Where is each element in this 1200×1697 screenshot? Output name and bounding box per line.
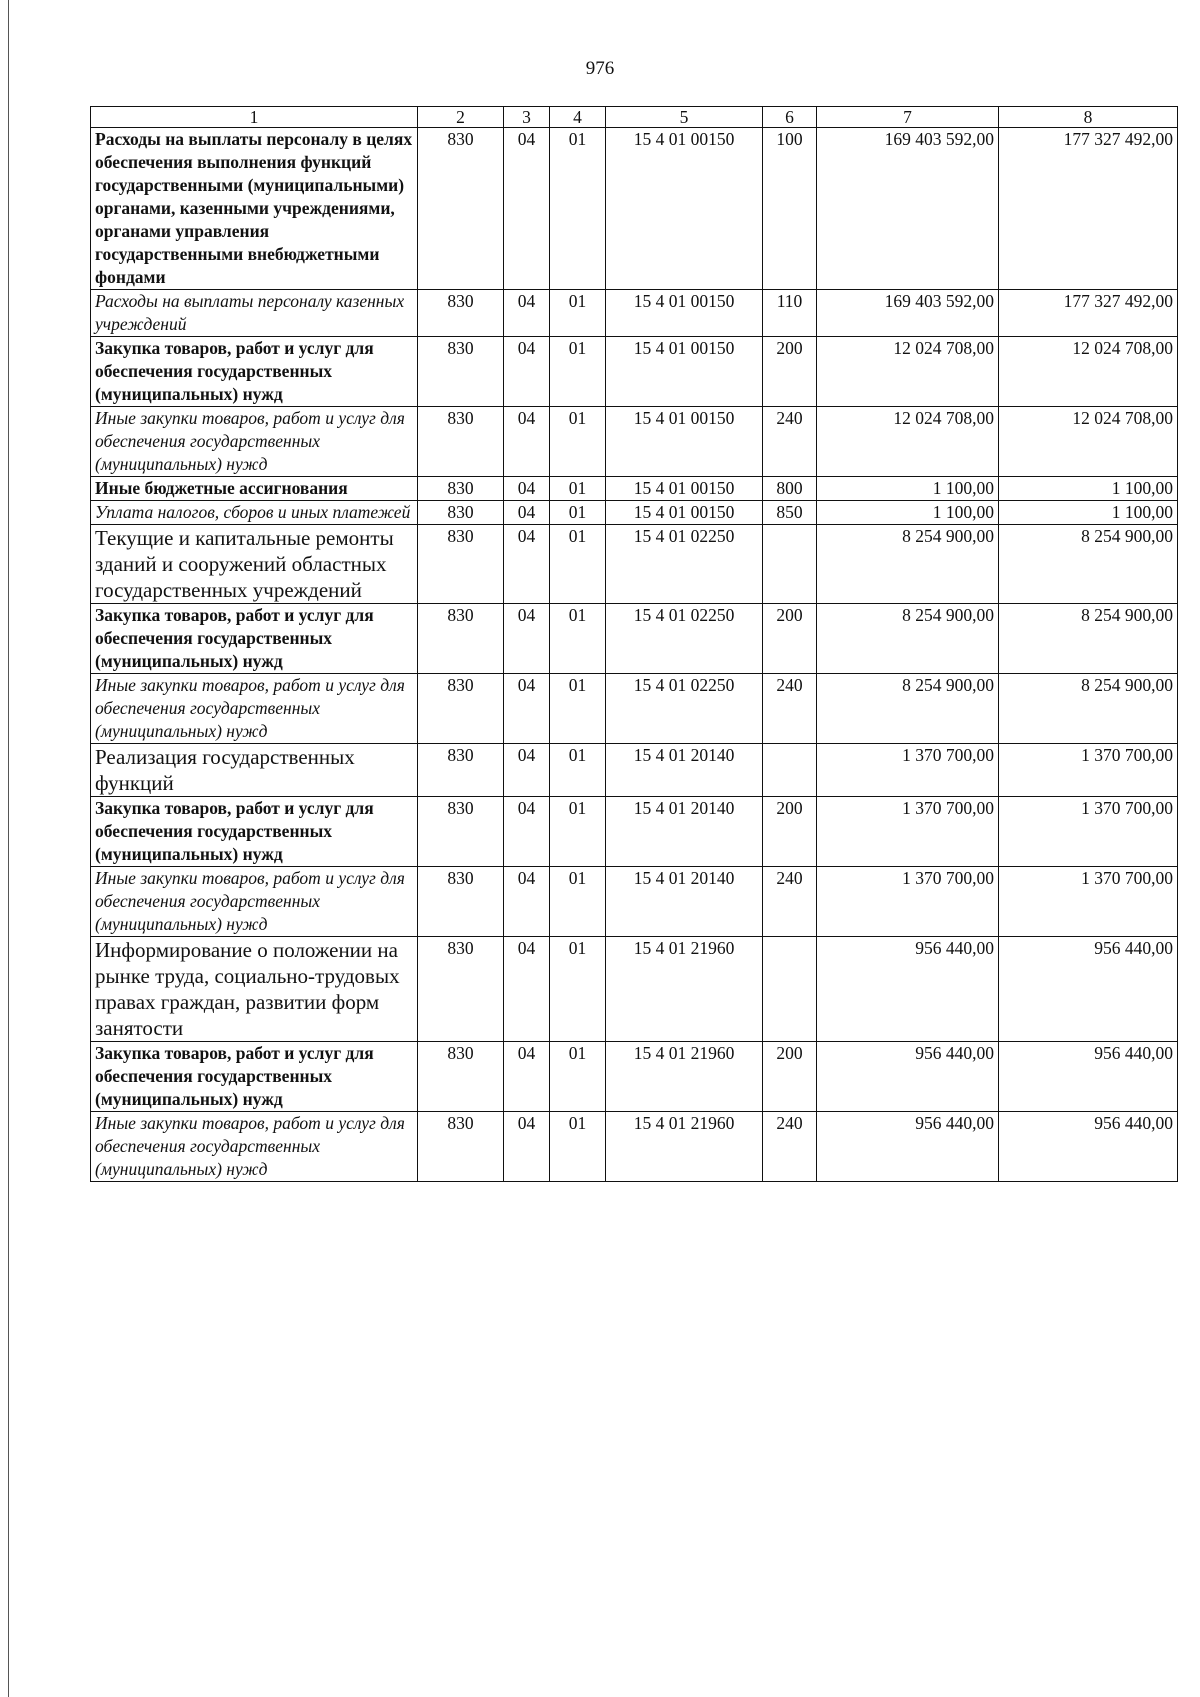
row-name: Текущие и капитальные ремонты зданий и сооружений областных государственных учреждений xyxy=(91,525,418,604)
target-article-code: 15 4 01 21960 xyxy=(606,1112,763,1182)
subsection-code: 01 xyxy=(550,337,606,407)
row-name: Иные закупки товаров, работ и услуг для обеспечения государственных (муниципальных) нужд xyxy=(91,674,418,744)
table-row xyxy=(91,525,1178,604)
section-code: 04 xyxy=(504,337,550,407)
amount-col8: 177 327 492,00 xyxy=(999,128,1178,290)
amount-col8: 12 024 708,00 xyxy=(999,337,1178,407)
row-name: Закупка товаров, работ и услуг для обеспечения государственных (муниципальных) нужд xyxy=(91,337,418,407)
column-number-header-row xyxy=(91,107,1178,128)
amount-col8: 1 370 700,00 xyxy=(999,744,1178,797)
target-article-code: 15 4 01 02250 xyxy=(606,674,763,744)
amount-col7: 12 024 708,00 xyxy=(817,337,999,407)
column-header: 3 xyxy=(504,107,550,128)
amount-col7: 956 440,00 xyxy=(817,937,999,1042)
amount-col7: 12 024 708,00 xyxy=(817,407,999,477)
target-article-code: 15 4 01 02250 xyxy=(606,604,763,674)
subsection-code: 01 xyxy=(550,1112,606,1182)
table-row xyxy=(91,744,1178,797)
column-header: 6 xyxy=(763,107,817,128)
target-article-code: 15 4 01 00150 xyxy=(606,128,763,290)
column-header: 8 xyxy=(999,107,1178,128)
target-article-code: 15 4 01 00150 xyxy=(606,477,763,501)
amount-col8: 956 440,00 xyxy=(999,937,1178,1042)
section-code: 04 xyxy=(504,867,550,937)
target-article-code: 15 4 01 20140 xyxy=(606,797,763,867)
amount-col8: 8 254 900,00 xyxy=(999,674,1178,744)
amount-col7: 1 100,00 xyxy=(817,501,999,525)
amount-col8: 956 440,00 xyxy=(999,1042,1178,1112)
amount-col8: 1 370 700,00 xyxy=(999,867,1178,937)
expense-type-code: 200 xyxy=(763,604,817,674)
expense-type-code: 240 xyxy=(763,1112,817,1182)
subsection-code: 01 xyxy=(550,407,606,477)
column-header: 5 xyxy=(606,107,763,128)
subsection-code: 01 xyxy=(550,674,606,744)
amount-col8: 1 100,00 xyxy=(999,477,1178,501)
dept-code: 830 xyxy=(418,797,504,867)
dept-code: 830 xyxy=(418,337,504,407)
subsection-code: 01 xyxy=(550,797,606,867)
target-article-code: 15 4 01 00150 xyxy=(606,407,763,477)
expense-type-code xyxy=(763,937,817,1042)
expense-type-code xyxy=(763,525,817,604)
column-header: 4 xyxy=(550,107,606,128)
table-row xyxy=(91,604,1178,674)
table-row xyxy=(91,1042,1178,1112)
section-code: 04 xyxy=(504,1112,550,1182)
table-row xyxy=(91,128,1178,290)
page-left-edge-line xyxy=(8,0,9,1697)
expense-type-code xyxy=(763,744,817,797)
budget-table xyxy=(90,106,1178,1182)
row-name: Иные закупки товаров, работ и услуг для обеспечения государственных (муниципальных) нужд xyxy=(91,407,418,477)
expense-type-code: 200 xyxy=(763,337,817,407)
amount-col8: 12 024 708,00 xyxy=(999,407,1178,477)
expense-type-code: 850 xyxy=(763,501,817,525)
row-name: Уплата налогов, сборов и иных платежей xyxy=(91,501,418,525)
section-code: 04 xyxy=(504,128,550,290)
section-code: 04 xyxy=(504,407,550,477)
row-name: Иные бюджетные ассигнования xyxy=(91,477,418,501)
section-code: 04 xyxy=(504,937,550,1042)
table-row xyxy=(91,407,1178,477)
subsection-code: 01 xyxy=(550,525,606,604)
amount-col7: 1 370 700,00 xyxy=(817,797,999,867)
amount-col8: 177 327 492,00 xyxy=(999,290,1178,337)
table-row xyxy=(91,501,1178,525)
amount-col7: 8 254 900,00 xyxy=(817,525,999,604)
subsection-code: 01 xyxy=(550,1042,606,1112)
table-row xyxy=(91,290,1178,337)
amount-col8: 1 100,00 xyxy=(999,501,1178,525)
expense-type-code: 100 xyxy=(763,128,817,290)
subsection-code: 01 xyxy=(550,477,606,501)
dept-code: 830 xyxy=(418,604,504,674)
subsection-code: 01 xyxy=(550,501,606,525)
row-name: Реализация государственных функций xyxy=(91,744,418,797)
subsection-code: 01 xyxy=(550,937,606,1042)
row-name: Расходы на выплаты персоналу казенных учреждений xyxy=(91,290,418,337)
dept-code: 830 xyxy=(418,937,504,1042)
dept-code: 830 xyxy=(418,290,504,337)
amount-col7: 956 440,00 xyxy=(817,1112,999,1182)
section-code: 04 xyxy=(504,501,550,525)
target-article-code: 15 4 01 20140 xyxy=(606,744,763,797)
dept-code: 830 xyxy=(418,477,504,501)
target-article-code: 15 4 01 21960 xyxy=(606,1042,763,1112)
section-code: 04 xyxy=(504,477,550,501)
amount-col7: 8 254 900,00 xyxy=(817,674,999,744)
target-article-code: 15 4 01 20140 xyxy=(606,867,763,937)
expense-type-code: 240 xyxy=(763,867,817,937)
dept-code: 830 xyxy=(418,128,504,290)
row-name: Иные закупки товаров, работ и услуг для обеспечения государственных (муниципальных) нужд xyxy=(91,867,418,937)
column-header: 7 xyxy=(817,107,999,128)
row-name: Иные закупки товаров, работ и услуг для обеспечения государственных (муниципальных) нужд xyxy=(91,1112,418,1182)
page-number: 976 xyxy=(585,58,615,79)
table-row xyxy=(91,867,1178,937)
amount-col7: 1 100,00 xyxy=(817,477,999,501)
row-name: Закупка товаров, работ и услуг для обеспечения государственных (муниципальных) нужд xyxy=(91,1042,418,1112)
column-header: 1 xyxy=(91,107,418,128)
amount-col7: 1 370 700,00 xyxy=(817,744,999,797)
dept-code: 830 xyxy=(418,744,504,797)
row-name: Информирование о положении на рынке труда, социально-трудовых правах граждан, развитии форм занятости xyxy=(91,937,418,1042)
amount-col7: 169 403 592,00 xyxy=(817,128,999,290)
table-row xyxy=(91,674,1178,744)
column-header: 2 xyxy=(418,107,504,128)
dept-code: 830 xyxy=(418,867,504,937)
section-code: 04 xyxy=(504,797,550,867)
amount-col8: 8 254 900,00 xyxy=(999,525,1178,604)
dept-code: 830 xyxy=(418,1112,504,1182)
expense-type-code: 110 xyxy=(763,290,817,337)
expense-type-code: 800 xyxy=(763,477,817,501)
dept-code: 830 xyxy=(418,407,504,477)
amount-col8: 956 440,00 xyxy=(999,1112,1178,1182)
amount-col7: 169 403 592,00 xyxy=(817,290,999,337)
row-name: Расходы на выплаты персоналу в целях обеспечения выполнения функций государственными (муниципальными) органами, казенными учреждениями, органами управления государственными внебюджетными фондами xyxy=(91,128,418,290)
section-code: 04 xyxy=(504,604,550,674)
amount-col8: 1 370 700,00 xyxy=(999,797,1178,867)
table-row xyxy=(91,797,1178,867)
row-name: Закупка товаров, работ и услуг для обеспечения государственных (муниципальных) нужд xyxy=(91,604,418,674)
subsection-code: 01 xyxy=(550,604,606,674)
expense-type-code: 240 xyxy=(763,407,817,477)
section-code: 04 xyxy=(504,525,550,604)
section-code: 04 xyxy=(504,744,550,797)
target-article-code: 15 4 01 00150 xyxy=(606,290,763,337)
amount-col7: 956 440,00 xyxy=(817,1042,999,1112)
table-row xyxy=(91,337,1178,407)
subsection-code: 01 xyxy=(550,867,606,937)
dept-code: 830 xyxy=(418,501,504,525)
row-name: Закупка товаров, работ и услуг для обеспечения государственных (муниципальных) нужд xyxy=(91,797,418,867)
table-row xyxy=(91,477,1178,501)
section-code: 04 xyxy=(504,290,550,337)
amount-col7: 8 254 900,00 xyxy=(817,604,999,674)
target-article-code: 15 4 01 02250 xyxy=(606,525,763,604)
target-article-code: 15 4 01 00150 xyxy=(606,501,763,525)
expense-type-code: 200 xyxy=(763,1042,817,1112)
subsection-code: 01 xyxy=(550,290,606,337)
target-article-code: 15 4 01 00150 xyxy=(606,337,763,407)
expense-type-code: 240 xyxy=(763,674,817,744)
target-article-code: 15 4 01 21960 xyxy=(606,937,763,1042)
table-row xyxy=(91,937,1178,1042)
section-code: 04 xyxy=(504,674,550,744)
section-code: 04 xyxy=(504,1042,550,1112)
expense-type-code: 200 xyxy=(763,797,817,867)
budget-table-body xyxy=(91,128,1178,1182)
dept-code: 830 xyxy=(418,525,504,604)
amount-col8: 8 254 900,00 xyxy=(999,604,1178,674)
amount-col7: 1 370 700,00 xyxy=(817,867,999,937)
subsection-code: 01 xyxy=(550,744,606,797)
dept-code: 830 xyxy=(418,1042,504,1112)
subsection-code: 01 xyxy=(550,128,606,290)
dept-code: 830 xyxy=(418,674,504,744)
table-row xyxy=(91,1112,1178,1182)
